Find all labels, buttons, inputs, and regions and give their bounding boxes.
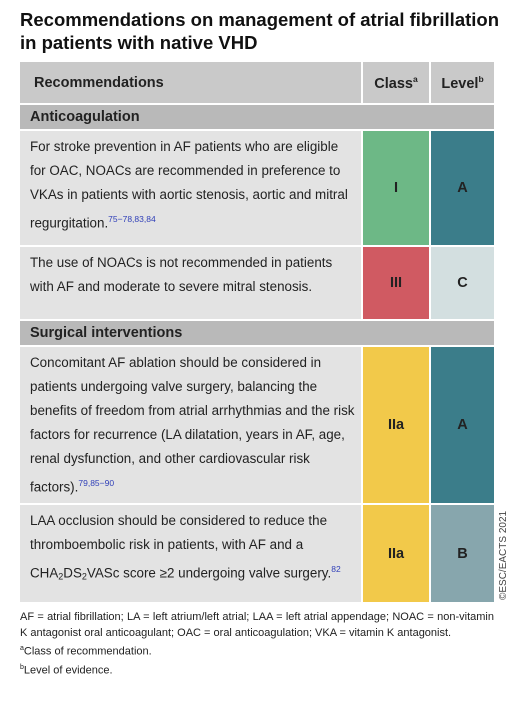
level-cell — [430, 130, 494, 246]
level-cell — [430, 246, 494, 320]
class-cell — [362, 246, 430, 320]
header-class-footnote-mark: a — [412, 73, 418, 84]
class-value: III — [389, 275, 403, 291]
table-row — [20, 130, 494, 246]
footnote-a — [20, 641, 494, 660]
header-level-label: Level — [441, 75, 479, 92]
reference-link[interactable]: 79,85−90 — [78, 478, 115, 488]
recommendation-body: VASc score ≥2 undergoing valve surgery. — [86, 565, 332, 581]
table-title: Recommendations on management of atrial fibrillation in patients with native VHD — [20, 9, 500, 53]
recommendations-table — [20, 62, 494, 602]
reference-link[interactable]: 82 — [331, 564, 341, 575]
recommendation-text — [20, 346, 362, 504]
level-cell — [430, 346, 494, 504]
section-title: Anticoagulation — [20, 104, 494, 130]
subscript: 2 — [81, 571, 87, 582]
section-title: Surgical interventions — [20, 320, 494, 346]
recommendation-text — [20, 504, 362, 602]
footnote-text: Class of recommendation. — [23, 645, 152, 658]
table-row — [20, 504, 494, 602]
footnote-b — [20, 660, 494, 679]
reference-link[interactable]: 75−78,83,84 — [108, 214, 156, 224]
table-row — [20, 246, 494, 320]
class-cell — [362, 504, 430, 602]
recommendation-body: LAA occlusion should be considered to reduce the thromboembolic risk in patients, with AF and a CHA — [30, 513, 328, 581]
class-value: I — [393, 180, 399, 196]
header-level — [430, 62, 494, 104]
level-value: A — [457, 180, 468, 196]
header-recommendations-label: Recommendations — [34, 74, 164, 91]
header-level-footnote-mark: b — [478, 73, 484, 84]
header-recommendations — [20, 62, 362, 104]
footnote-text: Level of evidence. — [23, 664, 113, 677]
level-value: B — [457, 545, 468, 562]
recommendation-body: For stroke prevention in AF patients who are eligible for OAC, NOACs are recommended in preference to VKAs in patients with aortic stenosis, aortic and mitral regurgitation. — [30, 139, 348, 231]
recommendation-body: Concomitant AF ablation should be considered in patients undergoing valve surgery, balancing the benefits of freedom from atrial arrhythmias and the risk factors for recurrence (LA dilatation, years in AF, age, renal dysfunction, and other cardiovascular risk factors). — [30, 355, 355, 495]
section-header-anticoagulation — [20, 104, 494, 130]
subscript: 2 — [58, 571, 64, 582]
class-value: IIa — [387, 545, 405, 562]
copyright-label: ©ESC/EACTS 2021 — [498, 510, 509, 600]
recommendation-text — [20, 130, 362, 246]
footnote-mark: a — [20, 645, 24, 652]
header-class-label: Class — [374, 75, 413, 92]
header-class — [362, 62, 430, 104]
section-header-surgical-interventions — [20, 320, 494, 346]
class-value: IIa — [387, 417, 405, 434]
recommendation-text — [20, 246, 362, 320]
class-cell — [362, 130, 430, 246]
footnote-mark: b — [20, 663, 24, 671]
table-header-row — [20, 62, 494, 104]
table-row — [20, 346, 494, 504]
level-cell — [430, 504, 494, 602]
class-cell — [362, 346, 430, 504]
recommendation-body: The use of NOACs is not recommended in patients with AF and moderate to severe mitral stenosis. — [30, 255, 333, 294]
footnotes — [20, 609, 494, 678]
abbreviations-footnote: AF = atrial fibrillation; LA = left atrium/left atrial; LAA = left atrial appendage; NOAC = non-vitamin K antagonist oral anticoagulant; OAC = oral anticoagulation; VKA = vitamin K antagonist. — [20, 611, 494, 639]
recommendation-body: DS — [63, 565, 82, 581]
level-value: C — [457, 275, 468, 291]
level-value: A — [457, 417, 468, 434]
